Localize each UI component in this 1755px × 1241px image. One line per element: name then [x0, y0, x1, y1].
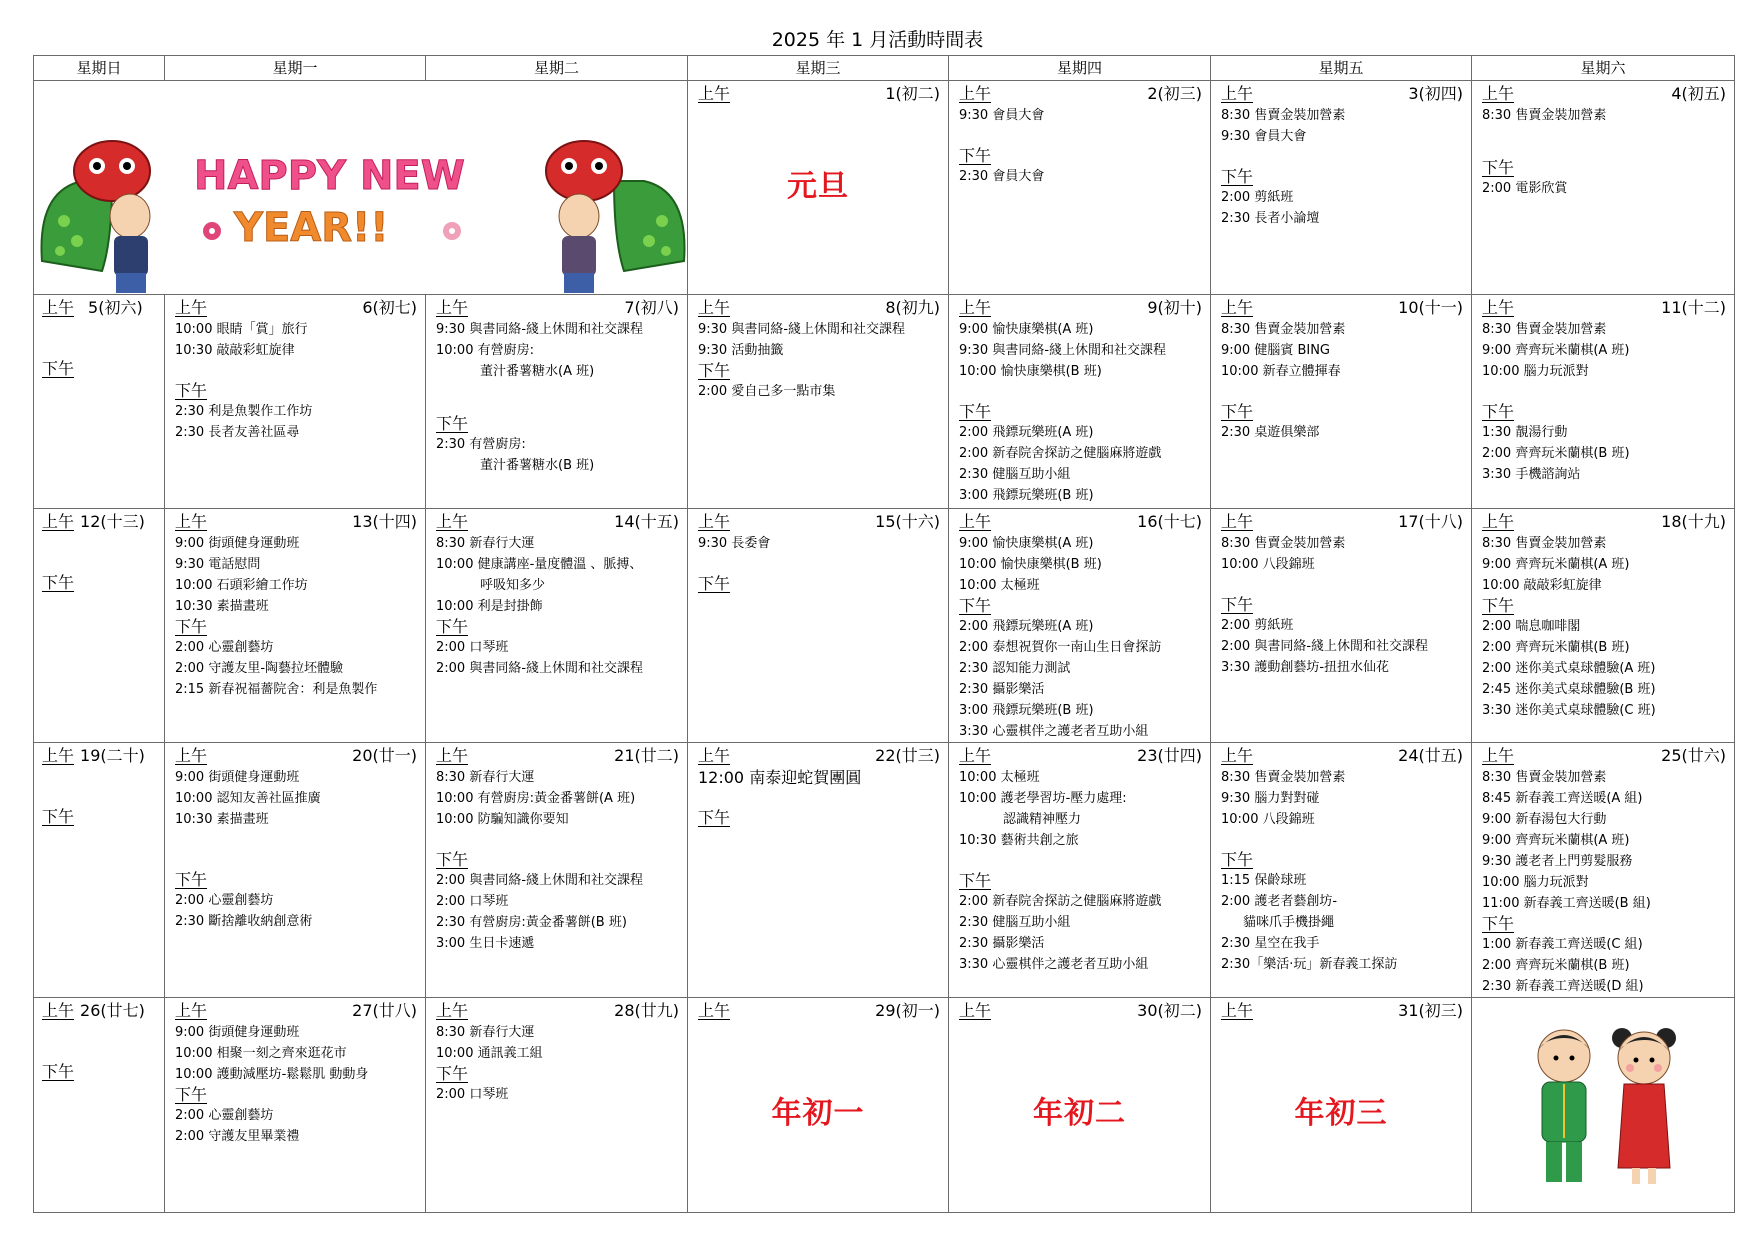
date-label: 24(廿五) — [1398, 746, 1463, 765]
girl-figure — [1612, 1028, 1676, 1184]
day-cell-8 — [688, 295, 949, 509]
pm-label: 下午 — [959, 402, 992, 421]
week-row-3 — [34, 509, 1735, 743]
pm-label: 下午 — [436, 414, 469, 433]
am-label: 上午 — [42, 746, 75, 765]
am-label: 上午 — [42, 298, 75, 317]
activity: 9:00 齊齊玩米蘭棋(A 班) — [1482, 557, 1630, 572]
activity: 9:30 與書同絡-綫上休閒和社交課程 — [436, 322, 644, 337]
activity: 3:30 護動創藝坊-扭扭水仙花 — [1221, 660, 1390, 675]
date-label: 19(二十) — [80, 746, 145, 765]
day-cell-1 — [688, 81, 949, 295]
new-year-banner — [34, 81, 688, 295]
am-label: 上午 — [436, 1001, 469, 1020]
date-label: 27(廿八) — [352, 1001, 417, 1020]
pm-label: 下午 — [436, 850, 469, 869]
day-cell-28 — [426, 998, 688, 1213]
children-illustration — [1472, 998, 1734, 1208]
activity: 3:30 手機諮詢站 — [1482, 467, 1581, 482]
activity: 8:30 售賣金裝加營素 — [1221, 536, 1346, 551]
page-title: 2025 年 1 月活動時間表 — [771, 29, 984, 51]
day-cell-15 — [688, 509, 949, 743]
activity: 9:00 愉快康樂棋(A 班) — [959, 322, 1094, 337]
date-label: 4(初五) — [1671, 84, 1726, 103]
am-label: 上午 — [175, 298, 208, 317]
pm-label: 下午 — [436, 1064, 469, 1083]
pm-label: 下午 — [1482, 158, 1515, 177]
day-cell-3 — [1211, 81, 1472, 295]
activity: 2:30 有營廚房: — [436, 437, 526, 452]
activity: 2:00 剪紙班 — [1221, 618, 1294, 633]
am-label: 上午 — [959, 298, 992, 317]
activity: 8:30 新春行大運 — [436, 536, 535, 551]
date-label: 14(十五) — [614, 512, 679, 531]
activity: 10:00 護老學習坊-壓力處理: — [959, 791, 1127, 806]
activity: 2:30 有營廚房:黃金番薯餅(B 班) — [436, 915, 627, 930]
date-label: 17(十八) — [1398, 512, 1463, 531]
happy-new-text: HAPPY NEW — [194, 153, 465, 199]
weekday-header-row — [34, 56, 1735, 81]
activity: 董汁番薯糖水(B 班) — [480, 458, 595, 473]
day-cell-6 — [165, 295, 426, 509]
activity: 9:00 街頭健身運動班 — [175, 1025, 300, 1040]
date-label: 2(初三) — [1147, 84, 1202, 103]
date-label: 21(廿二) — [614, 746, 679, 765]
activity: 1:30 靚湯行動 — [1482, 425, 1568, 440]
activity: 9:00 齊齊玩米蘭棋(A 班) — [1482, 833, 1630, 848]
day-cell-13 — [165, 509, 426, 743]
am-label: 上午 — [1221, 298, 1254, 317]
day-cell-31 — [1211, 998, 1472, 1213]
activity: 2:30 認知能力測試 — [959, 661, 1071, 676]
am-label: 上午 — [1482, 512, 1515, 531]
day-cell-30 — [949, 998, 1211, 1213]
activity: 10:00 健康講座-量度體溫 、脈搏、 — [436, 557, 643, 572]
activity: 2:30 會員大會 — [959, 169, 1045, 184]
holiday-label: 元旦 — [787, 169, 849, 204]
activity: 2:00 守護友里-陶藝拉坯體驗 — [175, 661, 344, 676]
activity: 2:30 健腦互助小組 — [959, 915, 1071, 930]
activity: 2:00 口琴班 — [436, 894, 509, 909]
activity: 10:30 素描畫班 — [175, 599, 269, 614]
am-label: 上午 — [1221, 512, 1254, 531]
date-label: 9(初十) — [1147, 298, 1202, 317]
am-label: 上午 — [1482, 84, 1515, 103]
activity: 10:00 太極班 — [959, 578, 1040, 593]
activity: 2:00 飛鏢玩樂班(A 班) — [959, 619, 1094, 634]
activity: 2:30 桌遊俱樂部 — [1221, 425, 1320, 440]
activity: 8:30 新春行大運 — [436, 1025, 535, 1040]
activity: 2:00 口琴班 — [436, 1087, 509, 1102]
activity: 2:00 與書同絡-綫上休閒和社交課程 — [1221, 639, 1429, 654]
activity: 8:45 新春義工齊送暖(A 組) — [1482, 791, 1643, 806]
day-cell-19 — [34, 743, 165, 998]
date-label: 31(初三) — [1398, 1001, 1463, 1020]
activity: 2:30 攝影樂活 — [959, 682, 1045, 697]
activity: 貓咪爪手機掛繩 — [1243, 915, 1335, 930]
date-label: 8(初九) — [885, 298, 940, 317]
activity: 2:00 心靈創藝坊 — [175, 893, 274, 908]
pm-label: 下午 — [698, 361, 731, 380]
lion-dance-illustration — [34, 81, 688, 293]
activity: 10:00 新春立體揮春 — [1221, 364, 1341, 379]
activity: 10:00 防騙知識你要知 — [436, 812, 569, 827]
date-label: 6(初七) — [362, 298, 417, 317]
activity: 3:30 心靈棋伴之護老者互助小組 — [959, 957, 1149, 972]
activity: 10:00 八段錦班 — [1221, 812, 1315, 827]
activity: 10:00 腦力玩派對 — [1482, 875, 1589, 890]
activity: 2:00 愛自己多一點市集 — [698, 384, 836, 399]
activity: 2:00 與書同絡-綫上休閒和社交課程 — [436, 661, 644, 676]
date-label: 10(十一) — [1398, 298, 1463, 317]
day-cell-24 — [1211, 743, 1472, 998]
day-cell-11 — [1472, 295, 1735, 509]
day-cell-10 — [1211, 295, 1472, 509]
activity: 10:00 太極班 — [959, 770, 1040, 785]
date-label: 25(廿六) — [1661, 746, 1726, 765]
pm-label: 下午 — [42, 359, 75, 378]
pm-label: 下午 — [1221, 595, 1254, 614]
activity: 2:00 泰想祝賀你一南山生日會探訪 — [959, 640, 1162, 655]
day-cell-29 — [688, 998, 949, 1213]
am-label: 上午 — [1482, 298, 1515, 317]
activity: 9:30 與書同絡-綫上休閒和社交課程 — [698, 322, 906, 337]
activity: 2:45 迷你美式桌球體驗(B 班) — [1482, 682, 1656, 697]
day-cell-21 — [426, 743, 688, 998]
activity: 9:00 街頭健身運動班 — [175, 536, 300, 551]
activity: 2:15 新春祝福薔院舍：利是魚製作 — [175, 682, 378, 697]
am-label: 上午 — [175, 1001, 208, 1020]
am-label: 上午 — [959, 512, 992, 531]
am-label: 上午 — [1221, 84, 1254, 103]
activity: 11:00 新春義工齊送暖(B 組) — [1482, 896, 1651, 911]
day-cell-22 — [688, 743, 949, 998]
activity: 9:00 新春湯包大行動 — [1482, 812, 1607, 827]
pm-label: 下午 — [42, 807, 75, 826]
activity: 2:30 利是魚製作工作坊 — [175, 404, 313, 419]
activity: 2:30 長者小論壇 — [1221, 211, 1320, 226]
activity: 2:00 心靈創藝坊 — [175, 1108, 274, 1123]
activity: 10:00 通訊義工組 — [436, 1046, 543, 1061]
activity: 2:00 守護友里畢業禮 — [175, 1129, 300, 1144]
am-label: 上午 — [959, 746, 992, 765]
activity: 2:00 齊齊玩米蘭棋(B 班) — [1482, 958, 1630, 973]
pm-label: 下午 — [698, 808, 731, 827]
activity: 2:30 新春義工齊送暖(D 組) — [1482, 979, 1644, 994]
activity: 9:30 與書同絡-綫上休閒和社交課程 — [959, 343, 1167, 358]
pm-label: 下午 — [1482, 596, 1515, 615]
lion-dance-right — [546, 141, 685, 293]
weekday-sun: 星期日 — [34, 56, 165, 81]
activity: 9:00 街頭健身運動班 — [175, 770, 300, 785]
boy-figure — [1538, 1030, 1590, 1182]
activity: 10:30 素描畫班 — [175, 812, 269, 827]
day-cell-20 — [165, 743, 426, 998]
date-label: 30(初二) — [1137, 1001, 1202, 1020]
activity: 9:30 會員大會 — [1221, 129, 1307, 144]
day-cell-5 — [34, 295, 165, 509]
pm-label: 下午 — [175, 381, 208, 400]
date-label: 11(十二) — [1661, 298, 1726, 317]
date-label: 15(十六) — [875, 512, 940, 531]
am-label: 上午 — [1221, 1001, 1254, 1020]
activity: 9:30 活動抽籤 — [698, 343, 784, 358]
date-label: 18(十九) — [1661, 512, 1726, 531]
activity: 2:00 喘息咖啡閣 — [1482, 619, 1581, 634]
activity: 9:30 腦力對對碰 — [1221, 791, 1320, 806]
week-row-5 — [34, 998, 1735, 1213]
day-cell-9 — [949, 295, 1211, 509]
lion-dance-left — [42, 141, 151, 293]
activity: 9:00 齊齊玩米蘭棋(A 班) — [1482, 343, 1630, 358]
activity: 2:00 護老者藝創坊- — [1221, 894, 1338, 909]
pm-label: 下午 — [42, 573, 75, 592]
activity: 3:30 心靈棋伴之護老者互助小組 — [959, 724, 1149, 739]
date-label: 1(初二) — [885, 84, 940, 103]
date-label: 7(初八) — [624, 298, 679, 317]
day-cell-4 — [1472, 81, 1735, 295]
activity: 2:00 齊齊玩米蘭棋(B 班) — [1482, 640, 1630, 655]
day-cell-2 — [949, 81, 1211, 295]
week-row-1 — [34, 81, 1735, 295]
weekday-thu: 星期四 — [949, 56, 1211, 81]
week-row-2 — [34, 295, 1735, 509]
pm-label: 下午 — [1482, 402, 1515, 421]
activity: 2:30 長者友善社區尋 — [175, 425, 300, 440]
date-label: 23(廿四) — [1137, 746, 1202, 765]
activity: 10:00 腦力玩派對 — [1482, 364, 1589, 379]
activity: 認識精神壓力 — [1003, 812, 1082, 827]
calendar-table — [33, 55, 1735, 1213]
holiday-label: 年初一 — [771, 1096, 865, 1131]
activity: 3:30 迷你美式桌球體驗(C 班) — [1482, 703, 1656, 718]
activity: 9:00 愉快康樂棋(A 班) — [959, 536, 1094, 551]
activity: 9:30 護老者上門剪髮服務 — [1482, 854, 1633, 869]
date-label: 28(廿九) — [614, 1001, 679, 1020]
date-label: 13(十四) — [352, 512, 417, 531]
pm-label: 下午 — [1221, 850, 1254, 869]
activity: 10:00 利是封掛飾 — [436, 599, 543, 614]
pm-label: 下午 — [1221, 402, 1254, 421]
activity: 10:00 愉快康樂棋(B 班) — [959, 557, 1102, 572]
activity: 8:30 售賣金裝加營素 — [1482, 536, 1607, 551]
day-cell-14 — [426, 509, 688, 743]
activity: 2:00 齊齊玩米蘭棋(B 班) — [1482, 446, 1630, 461]
activity: 10:00 石頭彩繪工作坊 — [175, 578, 308, 593]
activity: 1:00 新春義工齊送暖(C 組) — [1482, 937, 1643, 952]
activity: 2:30 健腦互助小組 — [959, 467, 1071, 482]
am-label: 上午 — [1482, 746, 1515, 765]
activity: 10:00 愉快康樂棋(B 班) — [959, 364, 1102, 379]
activity: 2:00 剪紙班 — [1221, 190, 1294, 205]
pm-label: 下午 — [959, 596, 992, 615]
activity: 9:30 電話慰問 — [175, 557, 261, 572]
pm-label: 下午 — [698, 574, 731, 593]
weekday-wed: 星期三 — [688, 56, 949, 81]
day-cell-27 — [165, 998, 426, 1213]
pm-label: 下午 — [175, 617, 208, 636]
activity: 10:00 有營廚房:黃金番薯餅(A 班) — [436, 791, 636, 806]
activity: 3:00 飛鏢玩樂班(B 班) — [959, 488, 1094, 503]
activity: 2:00 心靈創藝坊 — [175, 640, 274, 655]
am-label: 上午 — [1221, 746, 1254, 765]
activity: 8:30 售賣金裝加營素 — [1221, 322, 1346, 337]
activity: 10:00 八段錦班 — [1221, 557, 1315, 572]
activity: 8:30 售賣金裝加營素 — [1221, 108, 1346, 123]
am-label: 上午 — [698, 746, 731, 765]
activity: 9:30 長委會 — [698, 536, 771, 551]
am-label: 上午 — [175, 746, 208, 765]
day-cell-26 — [34, 998, 165, 1213]
date-label: 12(十三) — [80, 512, 145, 531]
am-label: 上午 — [698, 1001, 731, 1020]
activity: 10:00 相聚一刻之齊來逛花市 — [175, 1046, 347, 1061]
day-cell-7 — [426, 295, 688, 509]
activity: 2:00 新春院舍探訪之健腦麻將遊戲 — [959, 894, 1162, 909]
am-label: 上午 — [959, 84, 992, 103]
activity: 2:00 新春院舍探訪之健腦麻將遊戲 — [959, 446, 1162, 461]
activity: 3:00 生日卡速遞 — [436, 936, 535, 951]
activity: 2:00 飛鏢玩樂班(A 班) — [959, 425, 1094, 440]
activity: 10:00 有營廚房: — [436, 343, 534, 358]
am-label: 上午 — [698, 84, 731, 103]
day-cell-25 — [1472, 743, 1735, 998]
pm-label: 下午 — [1482, 914, 1515, 933]
date-label: 5(初六) — [88, 298, 143, 317]
weekday-fri: 星期五 — [1211, 56, 1472, 81]
activity: 3:00 飛鏢玩樂班(B 班) — [959, 703, 1094, 718]
pm-label: 下午 — [959, 146, 992, 165]
pm-label: 下午 — [175, 870, 208, 889]
weekday-tue: 星期二 — [426, 56, 688, 81]
activity: 呼吸知多少 — [480, 578, 546, 593]
day-cell-16 — [949, 509, 1211, 743]
date-label: 3(初四) — [1408, 84, 1463, 103]
activity: 2:30 斷捨離收納創意術 — [175, 914, 313, 929]
activity: 8:30 售賣金裝加營素 — [1482, 322, 1607, 337]
date-label: 16(十七) — [1137, 512, 1202, 531]
activity: 2:30 攝影樂活 — [959, 936, 1045, 951]
weekday-sat: 星期六 — [1472, 56, 1735, 81]
am-label: 上午 — [436, 298, 469, 317]
activity: 10:00 認知友善社區推廣 — [175, 791, 321, 806]
activity: 10:30 敲敲彩虹旋律 — [175, 343, 295, 358]
week-row-4 — [34, 743, 1735, 998]
day-cell-23 — [949, 743, 1211, 998]
weekday-mon: 星期一 — [165, 56, 426, 81]
activity: 9:30 會員大會 — [959, 108, 1045, 123]
pm-label: 下午 — [42, 1062, 75, 1081]
am-label: 上午 — [42, 1001, 75, 1020]
pm-label: 下午 — [959, 871, 992, 890]
activity: 10:00 敲敲彩虹旋律 — [1482, 578, 1602, 593]
pm-label: 下午 — [436, 617, 469, 636]
activity: 2:30 星空在我手 — [1221, 936, 1320, 951]
am-label: 上午 — [959, 1001, 992, 1020]
am-label: 上午 — [436, 512, 469, 531]
activity: 董汁番薯糖水(A 班) — [480, 364, 595, 379]
date-label: 26(廿七) — [80, 1001, 145, 1020]
activity: 8:30 新春行大運 — [436, 770, 535, 785]
activity: 8:30 售賣金裝加營素 — [1482, 770, 1607, 785]
kids-illustration-cell — [1472, 998, 1735, 1213]
activity: 2:00 與書同絡-綫上休閒和社交課程 — [436, 873, 644, 888]
activity: 2:00 電影欣賞 — [1482, 181, 1568, 196]
activity: 8:30 售賣金裝加營素 — [1221, 770, 1346, 785]
activity: 9:00 健腦賓 BING — [1221, 343, 1331, 358]
am-label: 上午 — [42, 512, 75, 531]
activity: 2:00 口琴班 — [436, 640, 509, 655]
activity: 10:00 護動減壓坊-鬆鬆肌 動動身 — [175, 1067, 369, 1082]
date-label: 29(初一) — [875, 1001, 940, 1020]
holiday-label: 年初二 — [1033, 1096, 1126, 1131]
activity: 12:00 南泰迎蛇賀團圓 — [698, 768, 862, 787]
pm-label: 下午 — [175, 1085, 208, 1104]
day-cell-18 — [1472, 509, 1735, 743]
pm-label: 下午 — [1221, 167, 1254, 186]
am-label: 上午 — [436, 746, 469, 765]
am-label: 上午 — [175, 512, 208, 531]
am-label: 上午 — [698, 298, 731, 317]
activity: 10:30 藝術共創之旅 — [959, 833, 1079, 848]
holiday-label: 年初三 — [1294, 1096, 1388, 1131]
activity: 8:30 售賣金裝加營素 — [1482, 108, 1607, 123]
day-cell-12 — [34, 509, 165, 743]
activity: 1:15 保齡球班 — [1221, 873, 1307, 888]
activity: 2:30「樂活‧玩」新春義工探訪 — [1221, 957, 1398, 972]
activity: 10:00 眼睛「賞」旅行 — [175, 322, 308, 337]
day-cell-17 — [1211, 509, 1472, 743]
am-label: 上午 — [698, 512, 731, 531]
date-label: 22(廿三) — [875, 746, 940, 765]
date-label: 20(廿一) — [352, 746, 417, 765]
year-text: YEAR!! — [234, 205, 389, 251]
activity: 2:00 迷你美式桌球體驗(A 班) — [1482, 661, 1656, 676]
